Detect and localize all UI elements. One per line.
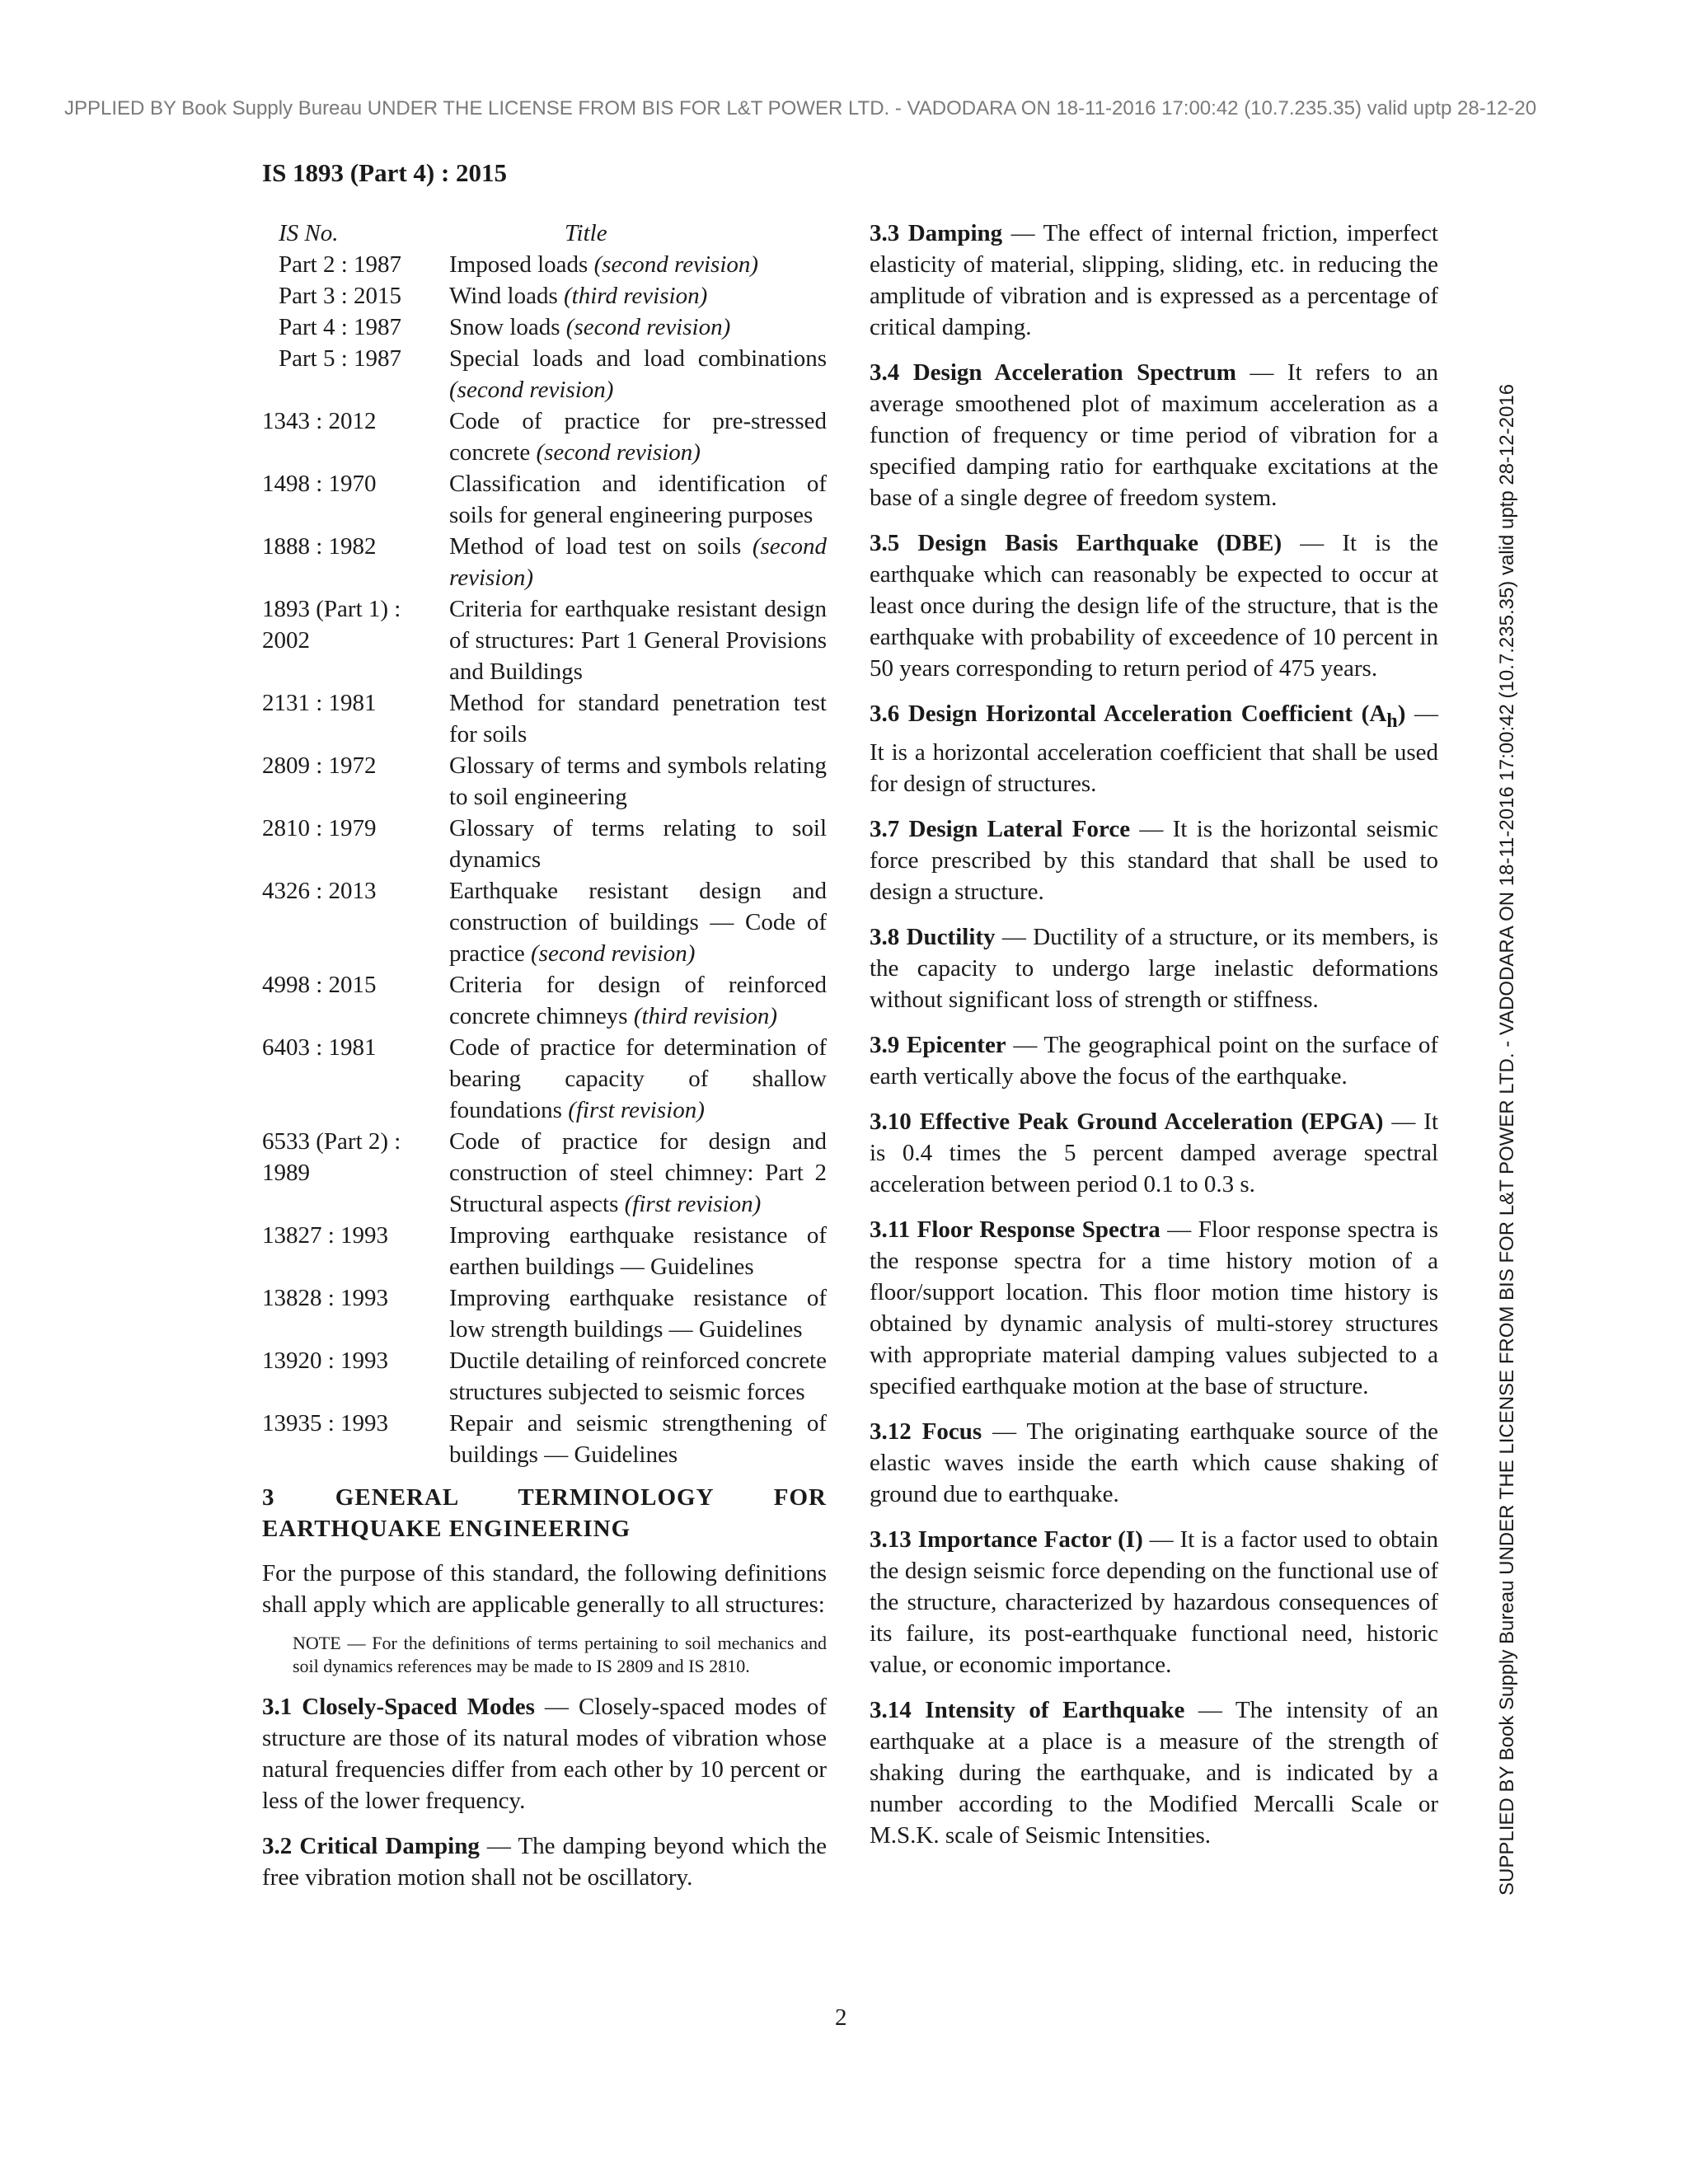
- definitions-left: [262, 1691, 827, 1893]
- reference-title: [449, 1220, 827, 1282]
- reference-row: [262, 280, 827, 312]
- definition-6: 3.6 Design Horizontal Acceleration Coefficient $(A_h)$ — It is a horizontal acceleration coefficient that shall be used for design of structures.: [870, 701, 1439, 797]
- reference-revision: (first revision): [624, 1191, 762, 1217]
- definition-term: 3.11 Floor Response Spectra: [870, 1216, 1160, 1243]
- definition-8: 3.8 Ductility — Ductility of a structure, or its members, is the capacity to undergo large inelastic deformations without significant loss of strength or stiffness.: [870, 923, 1438, 1013]
- reference-revision: (second revision): [449, 533, 827, 591]
- definition-text: It is the earthquake which can reasonably be expected to occur at least once during the design life of the structure, that is the earthquake with probability of exceedence of 10 percent in 50 years corresponding to return period of 475 years.: [870, 530, 1438, 682]
- reference-title-text: Glossary of terms and symbols relating to soil engineering: [449, 752, 827, 810]
- reference-title: [449, 1032, 827, 1126]
- reference-revision: (third revision): [633, 1003, 778, 1029]
- definition-term: 3.10 Effective Peak Ground Acceleration (EPGA): [870, 1108, 1384, 1135]
- definition-term: 3.7 Design Lateral Force: [870, 815, 1131, 842]
- reference-title: [449, 1408, 827, 1470]
- reference-title-text: Snow loads: [449, 314, 560, 340]
- reference-is-number: 13828 : 1993: [262, 1285, 389, 1311]
- reference-title: [449, 969, 827, 1032]
- reference-row: [262, 249, 827, 280]
- reference-row: [262, 687, 827, 750]
- definition-term: 3.14 Intensity of Earthquake: [870, 1696, 1185, 1723]
- reference-row: [262, 343, 827, 405]
- reference-table-header: [262, 218, 827, 249]
- reference-is-number: 2810 : 1979: [262, 815, 377, 841]
- definition-9: 3.9 Epicenter — The geographical point on the surface of earth vertically above the focus of the earthquake.: [870, 1031, 1438, 1090]
- reference-title-text: Glossary of terms relating to soil dynamics: [449, 815, 827, 873]
- section-3-note: NOTE — For the definitions of terms pertaining to soil mechanics and soil dynamics references may be made to IS 2809 and IS 2810.: [293, 1633, 827, 1676]
- reference-title: [449, 405, 827, 468]
- left-column: [262, 218, 827, 1907]
- reference-is-number: 4326 : 2013: [262, 878, 377, 904]
- reference-title-text: Code of practice for determination of bearing capacity of shallow foundations: [449, 1034, 827, 1123]
- reference-title-text: Improving earthquake resistance of low strength buildings — Guidelines: [449, 1285, 827, 1343]
- reference-title: [449, 593, 827, 687]
- reference-title: [449, 875, 827, 969]
- definition-1: 3.1 Closely-Spaced Modes — Closely-spaced modes of structure are those of its natural modes of vibration whose natural frequencies differ from each other by 10 percent or less of the lower frequency.: [262, 1694, 827, 1814]
- reference-title-text: Criteria for earthquake resistant design of structures: Part 1 General Provisions and Buildings: [449, 596, 827, 685]
- definition-term: 3.13 Importance Factor (I): [870, 1526, 1143, 1553]
- reference-row: [262, 1220, 827, 1282]
- reference-row: [262, 1126, 827, 1220]
- reference-title-text: Wind loads: [449, 283, 558, 309]
- reference-title: [449, 531, 827, 593]
- reference-revision: (second revision): [449, 377, 614, 403]
- reference-row: [262, 531, 827, 593]
- definition-12: 3.12 Focus — The originating earthquake source of the elastic waves inside the earth which cause shaking of ground due to earthquake.: [870, 1418, 1438, 1507]
- reference-is-number: 2809 : 1972: [262, 752, 377, 779]
- reference-title-text: Code of practice for design and construction of steel chimney: Part 2 Structural aspects: [449, 1128, 827, 1217]
- definition-term: 3.6 Design Horizontal Acceleration Coefficient $(A_h)$: [870, 701, 1406, 732]
- reference-title: [449, 1282, 827, 1345]
- reference-title: [449, 813, 827, 875]
- reference-is-number: Part 2 : 1987: [279, 251, 402, 278]
- reference-table-body: [262, 249, 827, 1470]
- reference-title: [449, 687, 827, 750]
- definition-text: It is a factor used to obtain the design seismic force depending on the functional use of the structure, characterized by hazardous consequences of its failure, its post-earthquake functional need, historic value, or economic importance.: [870, 1526, 1439, 1678]
- right-column: [870, 218, 1438, 1865]
- definition-14: 3.14 Intensity of Earthquake — The intensity of an earthquake at a place is a measure of the strength of shaking during the earthquake, and is indicated by a number according to the Modified Mercalli Scale or M.S.K. scale of Seismic Intensities.: [870, 1696, 1438, 1849]
- reference-is-number: 1888 : 1982: [262, 533, 377, 560]
- reference-is-number: Part 3 : 2015: [279, 283, 402, 309]
- reference-title-text: Earthquake resistant design and construction of buildings — Code of practice: [449, 878, 827, 967]
- definition-term: 3.8 Ductility: [870, 923, 996, 950]
- reference-title-text: Ductile detailing of reinforced concrete structures subjected to seismic forces: [449, 1347, 827, 1405]
- definition-text: Floor response spectra is the response spectra for a time history motion of a floor/support location. This floor motion time history is obtained by dynamic analysis of multi-storey structures with appropriate material damping values subjected to a specified earthquake motion at the base of structure.: [870, 1216, 1439, 1399]
- reference-title: [449, 343, 827, 405]
- reference-is-number: 6403 : 1981: [262, 1034, 377, 1061]
- definition-term: 3.1 Closely-Spaced Modes: [262, 1694, 535, 1720]
- reference-is-number: 13827 : 1993: [262, 1222, 389, 1249]
- reference-title: [449, 1126, 827, 1220]
- license-watermark-side: SUPPLIED BY Book Supply Bureau UNDER THE LICENSE FROM BIS FOR L&T POWER LTD. - VADODARA ON 18-11-2016 17:00:42 (10.7.235.35) valid uptp 28-12-2016: [1496, 383, 1518, 1896]
- reference-is-number: Part 4 : 1987: [279, 314, 402, 340]
- definition-text: It refers to an average smoothened plot of maximum acceleration as a function of frequency or time period of vibration for a specified damping ratio for earthquake excitations at the base of a single degree of freedom system.: [870, 359, 1439, 511]
- reference-row: [262, 593, 827, 687]
- reference-row: [262, 875, 827, 969]
- definition-term: 3.2 Critical Damping: [262, 1833, 480, 1859]
- reference-row: [262, 468, 827, 531]
- reference-row: [262, 1282, 827, 1345]
- reference-row: [262, 405, 827, 468]
- reference-row: [262, 1032, 827, 1126]
- reference-is-number: Part 5 : 1987: [279, 345, 402, 372]
- reference-is-number: 1343 : 2012: [262, 408, 377, 434]
- reference-title-text: Special loads and load combinations: [449, 345, 827, 372]
- definition-text: The damping beyond which the free vibration motion shall not be oscillatory.: [262, 1833, 827, 1891]
- reference-title-text: Criteria for design of reinforced concrete chimneys: [449, 972, 827, 1029]
- reference-row: [262, 813, 827, 875]
- reference-revision: (second revision): [593, 251, 759, 278]
- definition-text: Closely-spaced modes of structure are those of its natural modes of vibration whose natural frequencies differ from each other by 10 percent or less of the lower frequency.: [262, 1694, 827, 1814]
- reference-title: [449, 468, 827, 531]
- reference-title: [449, 280, 827, 312]
- definition-7: 3.7 Design Lateral Force — It is the horizontal seismic force prescribed by this standard that shall be used to design a structure.: [870, 815, 1438, 905]
- definition-4: 3.4 Design Acceleration Spectrum — It refers to an average smoothened plot of maximum acceleration as a function of frequency or time period of vibration for a specified damping ratio for earthquake excitations at the base of a single degree of freedom system.: [870, 359, 1439, 511]
- document-header: IS 1893 (Part 4) : 2015: [262, 158, 508, 187]
- reference-is-number: 13935 : 1993: [262, 1410, 389, 1436]
- reference-title-text: Method of load test on soils: [449, 533, 742, 560]
- definition-text: Ductility of a structure, or its members, is the capacity to undergo large inelastic deformations without significant loss of strength or stiffness.: [870, 923, 1438, 1013]
- definition-text: The effect of internal friction, imperfect elasticity of material, slipping, sliding, etc. in reducing the amplitude of vibration and is expressed as a percentage of critical damping.: [870, 220, 1438, 340]
- reference-is-number: 2131 : 1981: [262, 690, 377, 716]
- reference-is-number: 6533 (Part 2) : 1989: [262, 1128, 401, 1186]
- definition-11: 3.11 Floor Response Spectra — Floor response spectra is the response spectra for a time history motion of a floor/support location. This floor motion time history is obtained by dynamic analysis of multi-storey structures with appropriate material damping values subjected to a specified earthquake motion at the base of structure.: [870, 1216, 1439, 1399]
- reference-is-number: 4998 : 2015: [262, 972, 377, 998]
- reference-title-text: Method for standard penetration test for soils: [449, 690, 827, 748]
- reference-title-text: Code of practice for pre-stressed concrete: [449, 408, 827, 466]
- definition-term: 3.4 Design Acceleration Spectrum: [870, 359, 1236, 386]
- reference-title-text: Improving earthquake resistance of earthen buildings — Guidelines: [449, 1222, 827, 1280]
- definition-text: The originating earthquake source of the elastic waves inside the earth which cause shaking of ground due to earthquake.: [870, 1418, 1438, 1507]
- reference-is-number: 1893 (Part 1) : 2002: [262, 596, 401, 654]
- definition-text: The intensity of an earthquake at a place is a measure of the strength of shaking during the earthquake, and is indicated by a number according to the Modified Mercalli Scale or M.S.K. scale of Seismic Intensities.: [870, 1696, 1438, 1849]
- definition-text: It is the horizontal seismic force prescribed by this standard that shall be used to design a structure.: [870, 815, 1438, 905]
- column-header-is-no: IS No.: [279, 220, 339, 246]
- page-number: 2: [835, 2004, 847, 2031]
- reference-row: [262, 969, 827, 1032]
- column-header-title: Title: [565, 220, 607, 246]
- definition-term: 3.5 Design Basis Earthquake (DBE): [870, 530, 1282, 556]
- definition-term: 3.3 Damping: [870, 220, 1003, 246]
- reference-revision: (third revision): [563, 283, 708, 309]
- reference-title: [449, 249, 827, 280]
- definition-2: 3.2 Critical Damping — The damping beyond which the free vibration motion shall not be oscillatory.: [262, 1833, 827, 1891]
- reference-title-text: Repair and seismic strengthening of buildings — Guidelines: [449, 1410, 827, 1468]
- reference-row: [262, 1345, 827, 1408]
- reference-revision: (second revision): [565, 314, 731, 340]
- reference-row: [262, 1408, 827, 1470]
- definition-text: It is 0.4 times the 5 percent damped average spectral acceleration between period 0.1 to 0.3 s.: [870, 1108, 1438, 1197]
- reference-revision: (second revision): [531, 940, 696, 967]
- license-watermark-top: JPPLIED BY Book Supply Bureau UNDER THE LICENSE FROM BIS FOR L&T POWER LTD. - VADODARA ON 18-11-2016 17:00:42 (10.7.235.35) valid uptp 28-12-20: [64, 97, 1537, 120]
- reference-title: [449, 750, 827, 813]
- reference-title: [449, 1345, 827, 1408]
- definitions-right: [870, 218, 1438, 1851]
- reference-revision: (first revision): [568, 1097, 705, 1123]
- definition-text: It is a horizontal acceleration coefficient that shall be used for design of structures.: [870, 738, 1438, 797]
- section-3-intro: For the purpose of this standard, the following definitions shall apply which are applicable generally to all structures:: [262, 1560, 827, 1618]
- reference-is-number: 13920 : 1993: [262, 1347, 389, 1374]
- reference-row: [262, 312, 827, 343]
- definition-5: 3.5 Design Basis Earthquake (DBE) — It is the earthquake which can reasonably be expected to occur at least once during the design life of the structure, that is the earthquake with probability of exceedence of 10 percent in 50 years corresponding to return period of 475 years.: [870, 530, 1438, 682]
- definition-10: 3.10 Effective Peak Ground Acceleration (EPGA) — It is 0.4 times the 5 percent damped average spectral acceleration between period 0.1 to 0.3 s.: [870, 1108, 1438, 1197]
- definition-term: 3.12 Focus: [870, 1418, 982, 1445]
- reference-title: [449, 312, 827, 343]
- definition-text: The geographical point on the surface of earth vertically above the focus of the earthquake.: [870, 1031, 1438, 1090]
- reference-row: [262, 750, 827, 813]
- reference-revision: (second revision): [536, 439, 701, 466]
- definition-3: 3.3 Damping — The effect of internal friction, imperfect elasticity of material, slipping, sliding, etc. in reducing the amplitude of vibration and is expressed as a percentage of critical damping.: [870, 220, 1438, 340]
- definition-13: 3.13 Importance Factor (I) — It is a factor used to obtain the design seismic force depending on the functional use of the structure, characterized by hazardous consequences of its failure, its post-earthquake functional need, historic value, or economic importance.: [870, 1526, 1439, 1678]
- reference-title-text: Imposed loads: [449, 251, 588, 278]
- section-3-heading: 3 GENERAL TERMINOLOGY FOR EARTHQUAKE ENGINEERING: [262, 1484, 827, 1542]
- reference-is-number: 1498 : 1970: [262, 471, 377, 497]
- reference-title-text: Classification and identification of soils for general engineering purposes: [449, 471, 827, 528]
- definition-term: 3.9 Epicenter: [870, 1031, 1006, 1058]
